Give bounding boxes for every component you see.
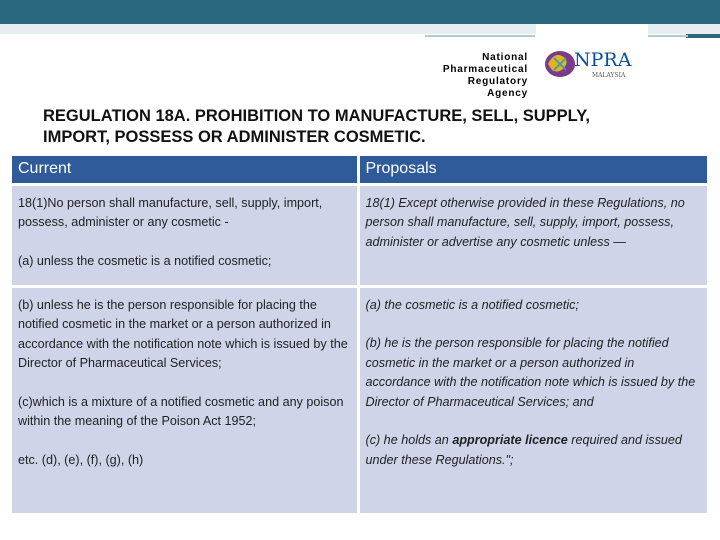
proposal-text-emphasis: appropriate licence — [452, 433, 568, 447]
table-row — [12, 286, 707, 513]
current-text: 18(1)No person shall manufacture, sell, supply, import, possess, administer or any cosmetic - — [18, 195, 323, 229]
proposal-text: 18(1) Except otherwise provided in these Regulations, no person shall manufacture, sell, supply, import, possess, administer or advertise any cosmetic unless — — [365, 195, 685, 249]
table-header-row — [12, 156, 707, 184]
column-header-current: Current — [12, 156, 358, 184]
proposal-cell — [358, 184, 707, 286]
current-text: (c)which is a mixture of a notified cosmetic and any poison within the meaning of the Poison Act 1952; — [18, 394, 344, 428]
npra-logo — [536, 24, 648, 94]
proposal-text-prefix: (c) he holds an — [365, 433, 453, 447]
agency-line: Pharmaceutical — [442, 64, 528, 75]
logo-subtext: MALAYSIA — [592, 72, 626, 79]
agency-line: Regulatory — [467, 76, 528, 87]
stripe-accent-line — [648, 35, 688, 37]
logo-text: NPRA — [574, 49, 632, 71]
top-banner-bar — [0, 0, 720, 24]
stripe-accent-line — [425, 35, 535, 37]
proposal-cell — [358, 286, 707, 513]
current-text: (a) unless the cosmetic is a notified cosmetic; — [18, 253, 272, 268]
current-cell — [12, 184, 358, 286]
proposal-text: (a) the cosmetic is a notified cosmetic; — [365, 297, 579, 312]
page-title — [43, 106, 683, 148]
agency-line: Agency — [487, 88, 528, 99]
table-row — [12, 184, 707, 286]
agency-line: National — [482, 52, 528, 63]
agency-name — [430, 52, 528, 100]
current-cell — [12, 286, 358, 513]
current-text: etc. (d), (e), (f), (g), (h) — [18, 452, 144, 467]
proposal-text-suffix: required and issued under these Regulations."; — [365, 433, 682, 467]
page-title-line: REGULATION 18A. PROHIBITION TO MANUFACTURE, SELL, SUPPLY, — [43, 107, 590, 125]
proposal-text — [366, 431, 702, 470]
current-text: (b) unless he is the person responsible for placing the notified cosmetic in the market or a person authorized in accordance with the notification note which is issued by the Director of Pharmaceutical Services; — [18, 297, 348, 370]
proposal-text: (b) he is the person responsible for placing the notified cosmetic in the market or a person authorized in accordance with the notification note which is issued by the Director of Pharmaceutical Services; and — [365, 336, 696, 409]
npra-logo-graphic — [540, 44, 646, 84]
page-title-line: IMPORT, POSSESS OR ADMINISTER COSMETIC. — [43, 128, 426, 146]
comparison-table — [12, 156, 707, 513]
column-header-proposals: Proposals — [358, 156, 707, 184]
